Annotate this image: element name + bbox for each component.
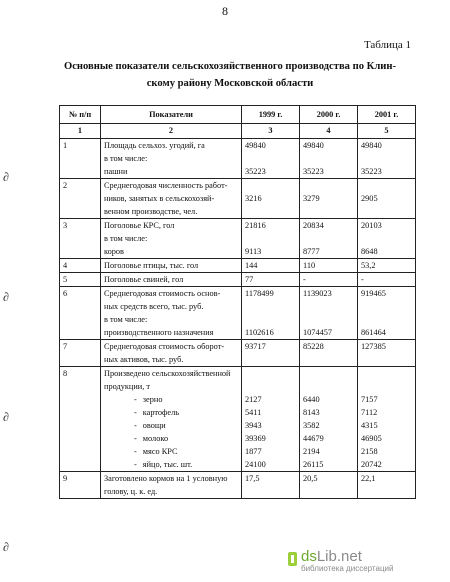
column-number: 5 <box>358 124 416 139</box>
blank-line <box>245 152 296 165</box>
indicator-line: ных средств всего, тыс. руб. <box>104 302 204 311</box>
dash: - <box>134 434 137 443</box>
table-row <box>60 287 416 340</box>
indicator-cell <box>101 273 242 287</box>
indicator-line: Среднегодовая численность работ- <box>104 181 228 190</box>
indicator-line: коров <box>104 247 124 256</box>
header-cell: Показатели <box>101 106 242 124</box>
column-number: 4 <box>300 124 358 139</box>
value: - <box>303 275 306 284</box>
indicator-line: Поголовье птицы, тыс. гол <box>104 261 199 270</box>
dash: - <box>134 447 137 456</box>
indicator-line: в том числе: <box>104 154 148 163</box>
value-cell-y2001 <box>358 139 416 179</box>
value: 1877 <box>245 447 262 456</box>
indicator-line: в том числе: <box>104 234 148 243</box>
value: 1139023 <box>303 289 332 298</box>
row-number: 2 <box>60 179 101 219</box>
indicator-cell <box>101 179 242 219</box>
watermark-brand: dsLib.net <box>301 548 362 565</box>
value: 17,5 <box>245 474 260 483</box>
indicator-cell <box>101 367 242 472</box>
indicator-line: голову, ц. к. ед. <box>104 487 158 496</box>
value: 8777 <box>303 247 320 256</box>
value: 46905 <box>361 434 382 443</box>
blank-line <box>245 313 296 326</box>
value: 3279 <box>303 194 320 203</box>
product-line <box>104 393 238 406</box>
product-name: зерно <box>142 395 163 404</box>
row-number: 8 <box>60 367 101 472</box>
value-cell-y2001 <box>358 179 416 219</box>
value: 1102616 <box>245 328 274 337</box>
table-row <box>60 179 416 219</box>
blank-line <box>361 313 412 326</box>
value: 6440 <box>303 395 320 404</box>
blank-line <box>245 179 296 192</box>
blank-line <box>361 205 412 218</box>
table-title <box>60 58 400 92</box>
header-cell: 2000 г. <box>300 106 358 124</box>
product-line <box>104 406 238 419</box>
value: 20834 <box>303 221 324 230</box>
indicator-line: Площадь сельхоз. угодий, га <box>104 141 205 150</box>
indicator-line: в том числе: <box>104 315 148 324</box>
row-number: 5 <box>60 273 101 287</box>
blank-line <box>245 205 296 218</box>
indicator-cell <box>101 259 242 273</box>
blank-line <box>361 179 412 192</box>
indicator-line: производственного назначения <box>104 328 214 337</box>
value-cell-y2001 <box>358 259 416 273</box>
value-cell-y2000 <box>300 287 358 340</box>
indicator-line: Среднегодовая стоимость основ- <box>104 289 221 298</box>
value-cell-y2001 <box>358 273 416 287</box>
blank-line <box>303 152 354 165</box>
value: 4315 <box>361 421 378 430</box>
product-line <box>104 445 238 458</box>
row-number: 6 <box>60 287 101 340</box>
product-name: овощи <box>142 421 166 430</box>
value: 35223 <box>361 167 382 176</box>
table-label: Таблица 1 <box>363 39 411 51</box>
table-row <box>60 139 416 179</box>
blank-line <box>303 353 354 366</box>
column-number: 3 <box>242 124 300 139</box>
indicator-line: Среднегодовая стоимость оборот- <box>104 342 225 351</box>
indicator-line: Произведено сельскохозяйственной <box>104 369 231 378</box>
value-cell-y1999 <box>242 367 300 472</box>
page-number: 8 <box>222 4 228 18</box>
blank-line <box>361 232 412 245</box>
value-cell-y1999 <box>242 219 300 259</box>
value: 35223 <box>245 167 266 176</box>
value: 26115 <box>303 460 324 469</box>
header-cell: 1999 г. <box>242 106 300 124</box>
table-row <box>60 273 416 287</box>
value: 3943 <box>245 421 262 430</box>
indicator-cell <box>101 139 242 179</box>
value: 127385 <box>361 342 386 351</box>
value: 2158 <box>361 447 378 456</box>
value: 85228 <box>303 342 324 351</box>
product-name: молоко <box>142 434 169 443</box>
value: 919465 <box>361 289 386 298</box>
table-row <box>60 472 416 499</box>
blank-line <box>303 232 354 245</box>
indicator-line: ных активов, тыс. руб. <box>104 355 184 364</box>
blank-line <box>361 380 412 393</box>
blank-line <box>245 380 296 393</box>
value-cell-y2000 <box>300 259 358 273</box>
watermark-subtitle: библиотека диссертаций <box>301 564 394 573</box>
value: 1074457 <box>303 328 333 337</box>
value: 20742 <box>361 460 382 469</box>
value: 3216 <box>245 194 262 203</box>
blank-line <box>245 232 296 245</box>
indicator-line: венном производстве, чел. <box>104 207 198 216</box>
row-number: 9 <box>60 472 101 499</box>
row-number: 3 <box>60 219 101 259</box>
value: 2127 <box>245 395 262 404</box>
dash: - <box>134 408 137 417</box>
blank-line <box>303 313 354 326</box>
value: 861464 <box>361 328 386 337</box>
data-table <box>59 105 416 499</box>
value: 144 <box>245 261 258 270</box>
blank-line <box>361 152 412 165</box>
blank-line <box>361 353 412 366</box>
value: 39369 <box>245 434 266 443</box>
value: 20,5 <box>303 474 318 483</box>
blank-line <box>303 380 354 393</box>
table-row <box>60 340 416 367</box>
value: 93717 <box>245 342 266 351</box>
binder-hole-mark: ∂ <box>3 410 9 424</box>
value-cell-y1999 <box>242 259 300 273</box>
value-cell-y1999 <box>242 340 300 367</box>
value-cell-y2000 <box>300 273 358 287</box>
value: 49840 <box>361 141 382 150</box>
indicator-line: Поголовье свиней, гол <box>104 275 184 284</box>
value-cell-y1999 <box>242 273 300 287</box>
table-row <box>60 219 416 259</box>
value: 1178499 <box>245 289 274 298</box>
binder-hole-mark: ∂ <box>3 290 9 304</box>
blank-line <box>245 367 296 380</box>
value: 49840 <box>245 141 266 150</box>
title-line-1: Основные показатели сельскохозяйственного производства по Клин- <box>63 61 397 72</box>
indicator-cell <box>101 287 242 340</box>
value-cell-y2000 <box>300 472 358 499</box>
column-number: 1 <box>60 124 101 139</box>
value-cell-y1999 <box>242 287 300 340</box>
product-name: мясо КРС <box>142 447 178 456</box>
blank-line <box>245 353 296 366</box>
value: 77 <box>245 275 254 284</box>
book-logo-icon <box>288 552 297 566</box>
dslib-watermark <box>288 548 438 572</box>
value-cell-y2000 <box>300 179 358 219</box>
value-cell-y2000 <box>300 139 358 179</box>
value: 7157 <box>361 395 378 404</box>
header-cell: № п/п <box>60 106 101 124</box>
binder-hole-mark: ∂ <box>3 540 9 554</box>
value-cell-y2001 <box>358 367 416 472</box>
value-cell-y2000 <box>300 219 358 259</box>
indicator-line: пашни <box>104 167 128 176</box>
value: 2905 <box>361 194 378 203</box>
product-line <box>104 432 238 445</box>
value: 20103 <box>361 221 382 230</box>
binder-hole-mark: ∂ <box>3 170 9 184</box>
value: 24100 <box>245 460 266 469</box>
table-row <box>60 259 416 273</box>
dash: - <box>134 460 137 469</box>
indicator-cell <box>101 472 242 499</box>
value-cell-y2000 <box>300 367 358 472</box>
header-row <box>60 106 416 124</box>
blank-line <box>303 179 354 192</box>
blank-line <box>361 300 412 313</box>
value: 8143 <box>303 408 320 417</box>
value: - <box>361 275 364 284</box>
value: 21816 <box>245 221 266 230</box>
indicator-line: Поголовье КРС, гол <box>104 221 175 230</box>
indicator-cell <box>101 219 242 259</box>
column-number: 2 <box>101 124 242 139</box>
indicator-line: продукции, т <box>104 382 150 391</box>
value-cell-y2001 <box>358 472 416 499</box>
row-number: 4 <box>60 259 101 273</box>
dash: - <box>134 421 137 430</box>
value: 5411 <box>245 408 262 417</box>
value: 35223 <box>303 167 324 176</box>
product-name: картофель <box>142 408 180 417</box>
blank-line <box>303 367 354 380</box>
indicator-cell <box>101 340 242 367</box>
row-number: 7 <box>60 340 101 367</box>
product-line <box>104 458 238 471</box>
value: 3582 <box>303 421 320 430</box>
value-cell-y2001 <box>358 219 416 259</box>
product-name: яйцо, тыс. шт. <box>142 460 193 469</box>
column-number-row <box>60 124 416 139</box>
title-line-2: скому району Московской области <box>146 78 314 89</box>
value-cell-y1999 <box>242 179 300 219</box>
dash: - <box>134 395 137 404</box>
value: 2194 <box>303 447 320 456</box>
value: 9113 <box>245 247 262 256</box>
value-cell-y2001 <box>358 340 416 367</box>
value: 8648 <box>361 247 378 256</box>
indicator-line: ников, занятых в сельскохозяй- <box>104 194 215 203</box>
value: 22,1 <box>361 474 376 483</box>
product-line <box>104 419 238 432</box>
value: 49840 <box>303 141 324 150</box>
value: 110 <box>303 261 316 270</box>
value: 53,2 <box>361 261 376 270</box>
row-number: 1 <box>60 139 101 179</box>
value-cell-y1999 <box>242 139 300 179</box>
blank-line <box>361 367 412 380</box>
indicator-line: Заготовлено кормов на 1 условную <box>104 474 228 483</box>
header-cell: 2001 г. <box>358 106 416 124</box>
value-cell-y2001 <box>358 287 416 340</box>
value: 7112 <box>361 408 378 417</box>
blank-line <box>303 205 354 218</box>
blank-line <box>245 300 296 313</box>
value: 44679 <box>303 434 324 443</box>
value-cell-y1999 <box>242 472 300 499</box>
value-cell-y2000 <box>300 340 358 367</box>
blank-line <box>303 300 354 313</box>
table-row <box>60 367 416 472</box>
